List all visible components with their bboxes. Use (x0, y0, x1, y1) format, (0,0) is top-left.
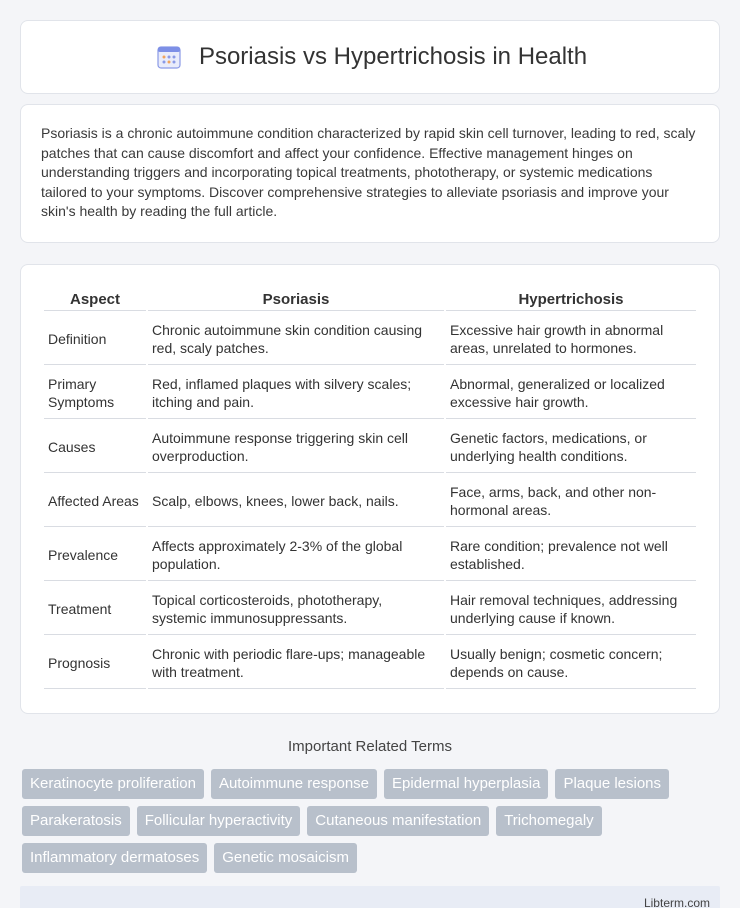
intro-card (20, 104, 720, 243)
related-term-tag[interactable]: Cutaneous manifestation (307, 806, 489, 836)
related-term-tag[interactable]: Trichomegaly (496, 806, 601, 836)
header-hypertrichosis: Hypertrichosis (446, 289, 696, 311)
row-hypertrichosis: Face, arms, back, and other non-hormonal areas. (446, 475, 696, 527)
row-hypertrichosis: Hair removal techniques, addressing underlying cause if known. (446, 583, 696, 635)
related-terms-title: Important Related Terms (288, 737, 452, 755)
row-hypertrichosis: Excessive hair growth in abnormal areas, unrelated to hormones. (446, 313, 696, 365)
table-row (44, 583, 696, 635)
row-aspect: Primary Symptoms (44, 367, 146, 419)
comparison-table (42, 287, 698, 691)
related-term-tag[interactable]: Parakeratosis (22, 806, 130, 836)
row-aspect: Prognosis (44, 637, 146, 689)
row-aspect: Prevalence (44, 529, 146, 581)
row-aspect: Causes (44, 421, 146, 473)
row-hypertrichosis: Genetic factors, medications, or underlying health conditions. (446, 421, 696, 473)
row-hypertrichosis: Rare condition; prevalence not well established. (446, 529, 696, 581)
row-aspect: Affected Areas (44, 475, 146, 527)
related-term-tag[interactable]: Keratinocyte proliferation (22, 769, 204, 799)
footer (20, 886, 720, 908)
table-row (44, 367, 696, 419)
calendar-grid-icon (153, 41, 185, 73)
related-terms-list (22, 769, 718, 873)
row-aspect: Definition (44, 313, 146, 365)
related-term-tag[interactable]: Inflammatory dermatoses (22, 843, 207, 873)
related-term-tag[interactable]: Plaque lesions (555, 769, 669, 799)
intro-text: Psoriasis is a chronic autoimmune condition characterized by rapid skin cell turnover, leading to red, scaly patches that can cause discomfort and affect your confidence. Effective management hinges on understanding triggers and incorporating topical treatments, phototherapy, or systemic medications tailored to your symptoms. Discover comprehensive strategies to alleviate psoriasis and improve your skin's health by reading the full article. (41, 125, 696, 219)
row-hypertrichosis: Abnormal, generalized or localized excessive hair growth. (446, 367, 696, 419)
table-row (44, 529, 696, 581)
row-psoriasis: Autoimmune response triggering skin cell overproduction. (148, 421, 444, 473)
row-psoriasis: Scalp, elbows, knees, lower back, nails. (148, 475, 444, 527)
related-term-tag[interactable]: Follicular hyperactivity (137, 806, 301, 836)
header-psoriasis: Psoriasis (148, 289, 444, 311)
footer-site-link[interactable]: Libterm.com (643, 895, 710, 908)
related-term-tag[interactable]: Epidermal hyperplasia (384, 769, 548, 799)
row-aspect: Treatment (44, 583, 146, 635)
table-row (44, 421, 696, 473)
table-row (44, 637, 696, 689)
row-psoriasis: Chronic with periodic flare-ups; manageable with treatment. (148, 637, 444, 689)
related-term-tag[interactable]: Genetic mosaicism (214, 843, 357, 873)
row-psoriasis: Topical corticosteroids, phototherapy, systemic immunosuppressants. (148, 583, 444, 635)
row-psoriasis: Red, inflamed plaques with silvery scales; itching and pain. (148, 367, 444, 419)
header-aspect: Aspect (44, 289, 146, 311)
row-psoriasis: Chronic autoimmune skin condition causing red, scaly patches. (148, 313, 444, 365)
related-term-tag[interactable]: Autoimmune response (211, 769, 377, 799)
table-row (44, 475, 696, 527)
comparison-table-card (20, 264, 720, 714)
title-card (20, 20, 720, 94)
row-psoriasis: Affects approximately 2-3% of the global population. (148, 529, 444, 581)
table-row (44, 313, 696, 365)
table-header-row (44, 289, 696, 311)
page-title: Psoriasis vs Hypertrichosis in Health (198, 43, 588, 70)
row-hypertrichosis: Usually benign; cosmetic concern; depends on cause. (446, 637, 696, 689)
